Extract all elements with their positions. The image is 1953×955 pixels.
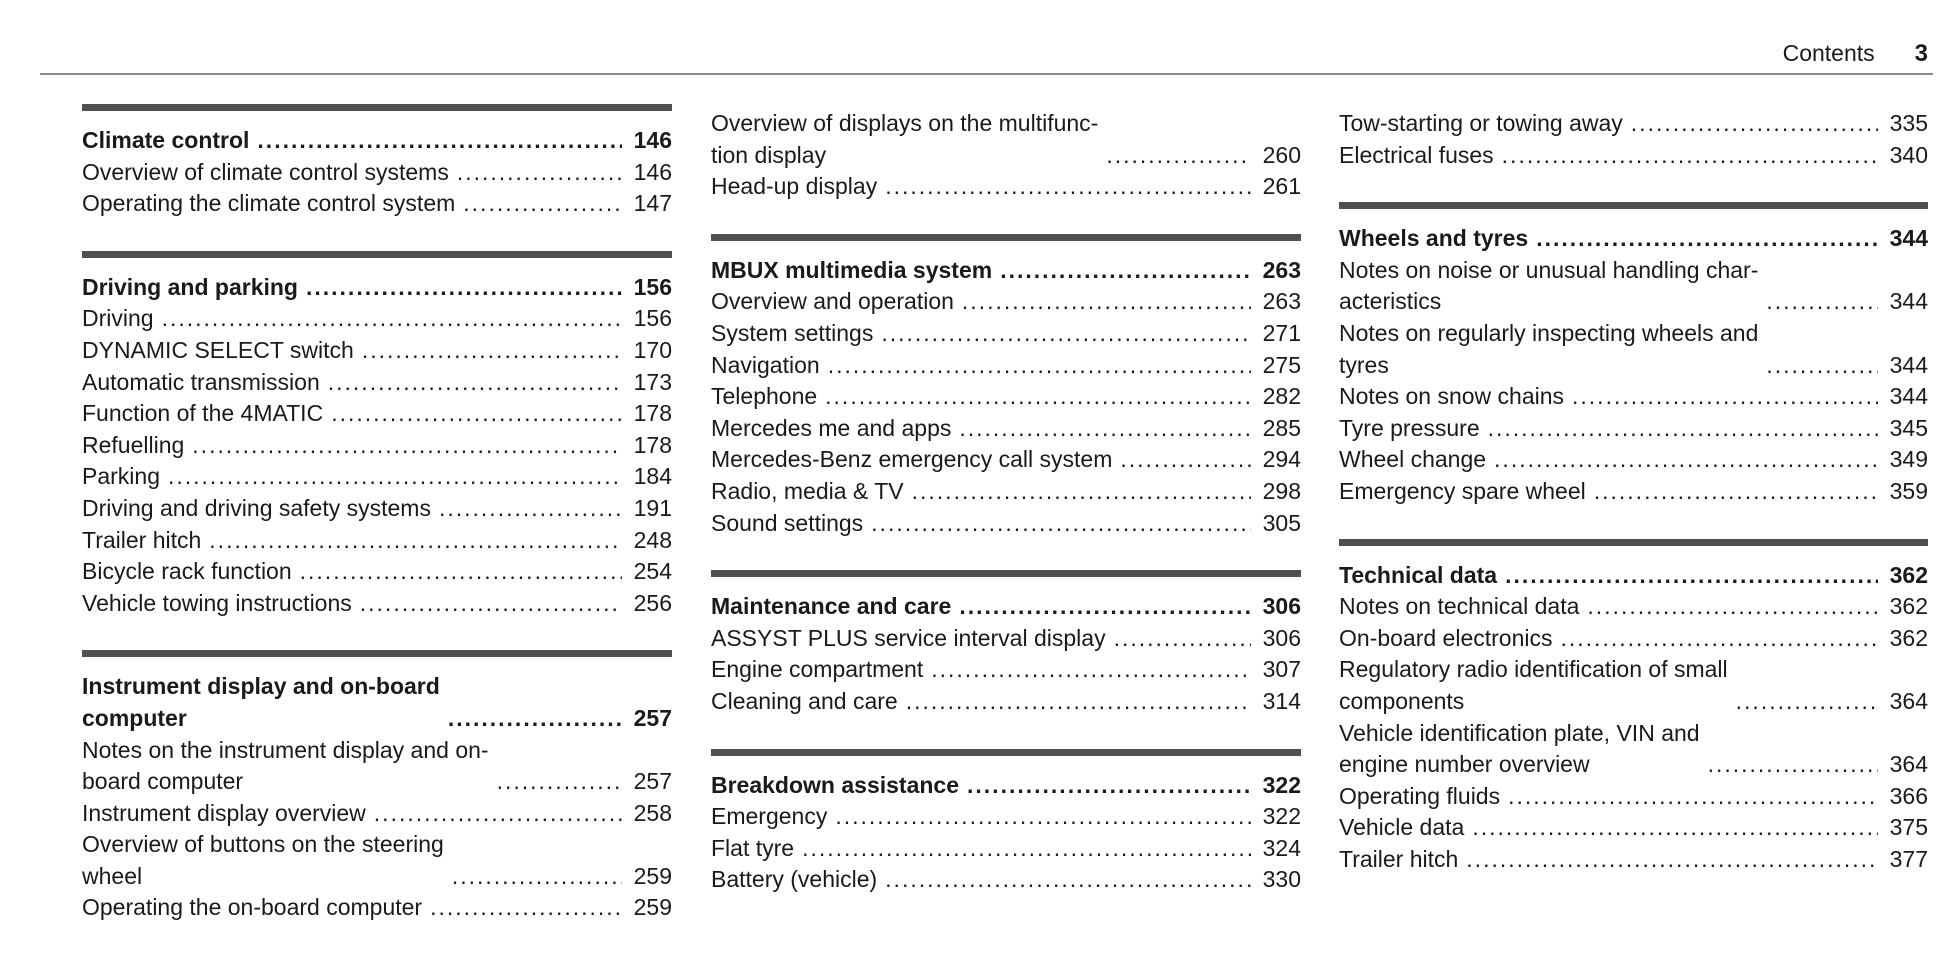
toc-page-number: 344 [1889,225,1928,252]
toc-entry-title: Tow-starting or towing away [1339,110,1623,136]
toc-entry-link[interactable] [82,157,672,189]
toc-entry-title: Technical data [1339,561,1498,588]
toc-entry-title: Engine compartment [711,656,924,683]
toc-page-number: 377 [1889,845,1928,872]
dot-leader [1572,381,1878,413]
toc-page-number: 146 [633,127,672,153]
dot-leader [931,654,1251,686]
toc-entry-link[interactable] [711,833,1301,865]
dot-leader [1472,812,1878,844]
toc-chapter-link[interactable] [1339,223,1928,255]
toc-entry-link[interactable] [711,381,1301,413]
toc-page-number: 294 [1262,446,1301,473]
toc-page-number: 147 [633,190,672,217]
dot-leader [959,591,1251,623]
toc-section [82,104,672,220]
toc-page-number: 146 [633,158,672,185]
toc-entry-link[interactable] [711,286,1301,318]
dot-leader [168,461,622,493]
dot-leader [257,125,622,157]
toc-page-number: 359 [1889,477,1928,504]
toc-section [711,570,1301,717]
toc-section [711,749,1301,896]
dot-leader [1106,140,1251,172]
toc-entry-title: Overview of climate control systems [82,158,449,185]
dot-leader [497,766,622,798]
toc-page-number: 156 [633,305,672,332]
toc-page-number: 170 [633,336,672,363]
toc-page-number: 184 [633,463,672,490]
toc-page-number: 258 [633,799,672,826]
toc-page-number: 298 [1262,477,1301,504]
toc-entry-link[interactable] [1339,844,1928,876]
toc-page-number: 364 [1889,751,1928,778]
toc-page-number: 257 [633,768,672,795]
toc-page-number: 257 [633,704,672,731]
dot-leader [1736,686,1878,718]
toc-entry-title: Sound settings [711,509,864,536]
dot-leader [1561,623,1879,655]
toc-entry-title: Wheel change [1339,446,1487,473]
toc-chapter-link[interactable] [711,770,1301,802]
toc-entry-link[interactable] [82,430,672,462]
toc-entry-title: Vehicle towing instructions [82,589,352,616]
dot-leader [1594,476,1878,508]
dot-leader [463,188,622,220]
toc-section [711,234,1301,539]
dot-leader [825,381,1251,413]
toc-entry-title: Cleaning and care [711,687,898,714]
toc-section [1339,104,1928,171]
dot-leader [1494,444,1878,476]
toc-chapter-link[interactable] [1339,560,1928,592]
toc-page-number: 306 [1262,593,1301,620]
toc-entry-link[interactable] [711,801,1301,833]
toc-entry-link[interactable] [1339,318,1928,381]
toc-section [1339,539,1928,876]
toc-page-number: 254 [633,558,672,585]
toc-entry-link[interactable] [1339,812,1928,844]
toc-entry-title: Notes on the instrument display and on- board computer [82,736,489,795]
toc-entry-link[interactable] [82,892,672,924]
toc-page-number: 344 [1889,383,1928,410]
toc-entry-title: Emergency [711,803,828,830]
dot-leader [1536,223,1878,255]
toc-entry-link[interactable] [711,476,1301,508]
toc-page-number: 340 [1889,141,1928,168]
toc-entry-title: Overview of displays on the multifunc- tion display [711,110,1099,168]
toc-page-number: 349 [1889,446,1928,473]
toc-entry-link[interactable] [711,444,1301,476]
toc-entry-title: Regulatory radio identification of small components [1339,656,1728,714]
dot-leader [328,367,622,399]
toc-page-number: 362 [1889,593,1928,620]
toc-entry-title: Notes on regularly inspecting wheels and tyres [1339,319,1759,378]
toc-entry-link[interactable] [82,588,672,620]
dot-leader [306,272,622,304]
toc-entry-title: Driving [82,305,154,332]
toc-page-number: 364 [1889,687,1928,714]
dot-leader [1502,140,1878,172]
toc-page-number: 305 [1262,509,1301,536]
dot-leader [360,588,622,620]
toc-column-2 [711,104,1301,927]
dot-leader [192,430,622,462]
toc-page-number: 362 [1889,561,1928,588]
toc-entry-link[interactable] [1339,255,1928,318]
toc-entry-link[interactable] [711,654,1301,686]
toc-entry-title: Maintenance and care [711,593,952,620]
dot-leader [300,556,622,588]
toc-chapter-link[interactable] [82,125,672,157]
toc-entry-link[interactable] [1339,781,1928,813]
toc-entry-link[interactable] [82,735,672,798]
toc-page-number: 191 [633,494,672,521]
toc-page-number: 178 [633,400,672,427]
toc-entry-link[interactable] [1339,623,1928,655]
toc-page-number: 259 [633,862,672,889]
toc-page-number: 366 [1889,782,1928,809]
toc-entry-title: Function of the 4MATIC [82,400,324,427]
toc-entry-title: Electrical fuses [1339,141,1494,168]
toc-page-number: 322 [1262,771,1301,798]
toc-entry-title: Vehicle identification plate, VIN and engine number overview [1339,719,1700,778]
toc-page-number: 259 [633,894,672,921]
toc-page-number: 324 [1262,834,1301,861]
dot-leader [828,350,1251,382]
dot-leader [802,833,1251,865]
page-number: 3 [1914,40,1928,67]
toc-entry-link[interactable] [82,398,672,430]
dot-leader [1114,623,1251,655]
toc-entry-title: Radio, media & TV [711,477,904,504]
toc-entry-title: Instrument display overview [82,799,366,826]
toc-entry-link[interactable] [1339,654,1928,717]
toc-entry-title: Breakdown assistance [711,771,960,798]
dot-leader [885,171,1251,203]
toc-entry-title: Operating the climate control system [82,190,456,217]
toc-page-number: 314 [1262,687,1301,714]
toc-entry-link[interactable] [711,623,1301,655]
dot-leader [1505,560,1878,592]
toc-chapter-link[interactable] [82,272,672,304]
toc-page-number: 256 [633,589,672,616]
dot-leader [430,892,622,924]
dot-leader [1766,350,1878,382]
toc-page-number: 322 [1262,803,1301,830]
toc-column-1 [82,104,672,955]
toc-entry-title: Parking [82,463,160,490]
toc-page-number: 330 [1262,866,1301,893]
page-header [1783,40,1928,68]
toc-entry-title: Wheels and tyres [1339,225,1529,252]
toc-page-number: 335 [1889,110,1928,136]
toc-page-number: 261 [1262,173,1301,200]
toc-entry-title: Operating the on-board computer [82,894,423,921]
toc-page-number: 306 [1262,624,1301,651]
toc-entry-link[interactable] [1339,591,1928,623]
toc-entry-title: Flat tyre [711,834,795,861]
toc-entry-link[interactable] [1339,718,1928,781]
toc-entry-link[interactable] [711,350,1301,382]
toc-section [82,251,672,620]
toc-entry-link[interactable] [711,108,1301,171]
dot-leader [1488,413,1878,445]
toc-page-number: 178 [633,431,672,458]
toc-entry-link[interactable] [1339,108,1928,140]
dot-leader [439,493,622,525]
toc-entry-title: Tyre pressure [1339,414,1480,441]
toc-entry-link[interactable] [82,188,672,220]
toc-entry-title: Emergency spare wheel [1339,477,1586,504]
toc-entry-title: Instrument display and on-board computer [82,673,440,731]
toc-entry-link[interactable] [711,864,1301,896]
dot-leader [1000,255,1251,287]
toc-entry-title: Operating fluids [1339,782,1501,809]
toc-entry-title: Climate control [82,127,250,153]
dot-leader [967,770,1251,802]
toc-page-number: 344 [1889,288,1928,315]
dot-leader [912,476,1251,508]
toc-page-number: 173 [633,368,672,395]
toc-page-number: 248 [633,526,672,553]
dot-leader [362,335,622,367]
toc-entry-link[interactable] [82,829,672,892]
toc-entry-title: Notes on snow chains [1339,383,1565,410]
toc-entry-link[interactable] [711,508,1301,540]
toc-page-number: 275 [1262,351,1301,378]
toc-entry-title: Refuelling [82,431,185,458]
header-divider [40,73,1933,75]
toc-section [711,104,1301,203]
toc-entry-link[interactable] [1339,140,1928,172]
toc-entry-title: Vehicle data [1339,814,1465,841]
toc-entry-link[interactable] [82,335,672,367]
toc-entry-title: Mercedes me and apps [711,414,952,441]
dot-leader [331,398,622,430]
toc-chapter-link[interactable] [82,671,672,734]
dot-leader [959,413,1251,445]
dot-leader [374,798,622,830]
toc-page-number: 156 [633,273,672,300]
toc-entry-title: Notes on technical data [1339,593,1580,620]
toc-entry-link[interactable] [82,525,672,557]
dot-leader [1708,749,1878,781]
dot-leader [871,508,1251,540]
toc-page-number: 263 [1262,256,1301,283]
toc-entry-title: On-board electronics [1339,624,1553,651]
toc-entry-title: Telephone [711,383,818,410]
toc-entry-title: Automatic transmission [82,368,320,395]
dot-leader [1766,286,1878,318]
toc-chapter-link[interactable] [711,591,1301,623]
dot-leader [448,703,622,735]
toc-column-3 [1339,104,1928,906]
toc-entry-link[interactable] [711,318,1301,350]
toc-page-number: 260 [1262,141,1301,168]
toc-page-number: 375 [1889,814,1928,841]
toc-entry-title: Driving and driving safety systems [82,494,431,521]
toc-page-number: 271 [1262,319,1301,346]
page-title: Contents [1782,40,1875,66]
toc-entry-title: Trailer hitch [1339,845,1459,872]
toc-page-number: 344 [1889,351,1928,378]
dot-leader [1508,781,1878,813]
dot-leader [835,801,1251,833]
toc-entry-title: DYNAMIC SELECT switch [82,336,354,363]
toc-entry-title: Bicycle rack function [82,558,292,585]
toc-entry-link[interactable] [1339,444,1928,476]
toc-entry-link[interactable] [82,493,672,525]
toc-entry-title: Head-up display [711,173,878,200]
toc-entry-title: Navigation [711,351,820,378]
dot-leader [1631,108,1878,140]
toc-entry-link[interactable] [711,171,1301,203]
dot-leader [885,864,1251,896]
dot-leader [906,686,1251,718]
dot-leader [962,286,1251,318]
dot-leader [1466,844,1878,876]
toc-entry-link[interactable] [711,686,1301,718]
dot-leader [881,318,1251,350]
toc-entry-link[interactable] [82,461,672,493]
toc-page-number: 362 [1889,624,1928,651]
toc-entry-title: Trailer hitch [82,526,202,553]
dot-leader [1587,591,1878,623]
toc-page-number: 307 [1262,656,1301,683]
toc-entry-title: MBUX multimedia system [711,256,993,283]
toc-entry-title: Overview of buttons on the steering wheel [82,831,444,889]
dot-leader [457,157,622,189]
toc-page-number: 282 [1262,383,1301,410]
toc-entry-title: Battery (vehicle) [711,866,878,893]
toc-entry-title: Driving and parking [82,273,298,300]
toc-entry-link[interactable] [82,556,672,588]
toc-entry-title: Mercedes-Benz emergency call system [711,446,1113,473]
toc-entry-link[interactable] [82,367,672,399]
toc-page-number: 345 [1889,414,1928,441]
toc-entry-link[interactable] [1339,381,1928,413]
toc-page-number: 285 [1262,414,1301,441]
toc-section [82,650,672,924]
toc-entry-link[interactable] [711,413,1301,445]
toc-entry-link[interactable] [1339,476,1928,508]
toc-entry-link[interactable] [82,798,672,830]
dot-leader [209,525,622,557]
toc-section [1339,202,1928,507]
toc-entry-link[interactable] [82,303,672,335]
toc-page-number: 263 [1262,288,1301,315]
dot-leader [162,303,622,335]
toc-entry-title: Overview and operation [711,288,954,315]
dot-leader [452,861,622,893]
toc-entry-title: ASSYST PLUS service interval display [711,624,1106,651]
toc-entry-link[interactable] [1339,413,1928,445]
toc-chapter-link[interactable] [711,255,1301,287]
dot-leader [1120,444,1251,476]
toc-entry-title: Notes on noise or unusual handling char- acteristics [1339,256,1759,315]
toc-entry-title: System settings [711,319,874,346]
